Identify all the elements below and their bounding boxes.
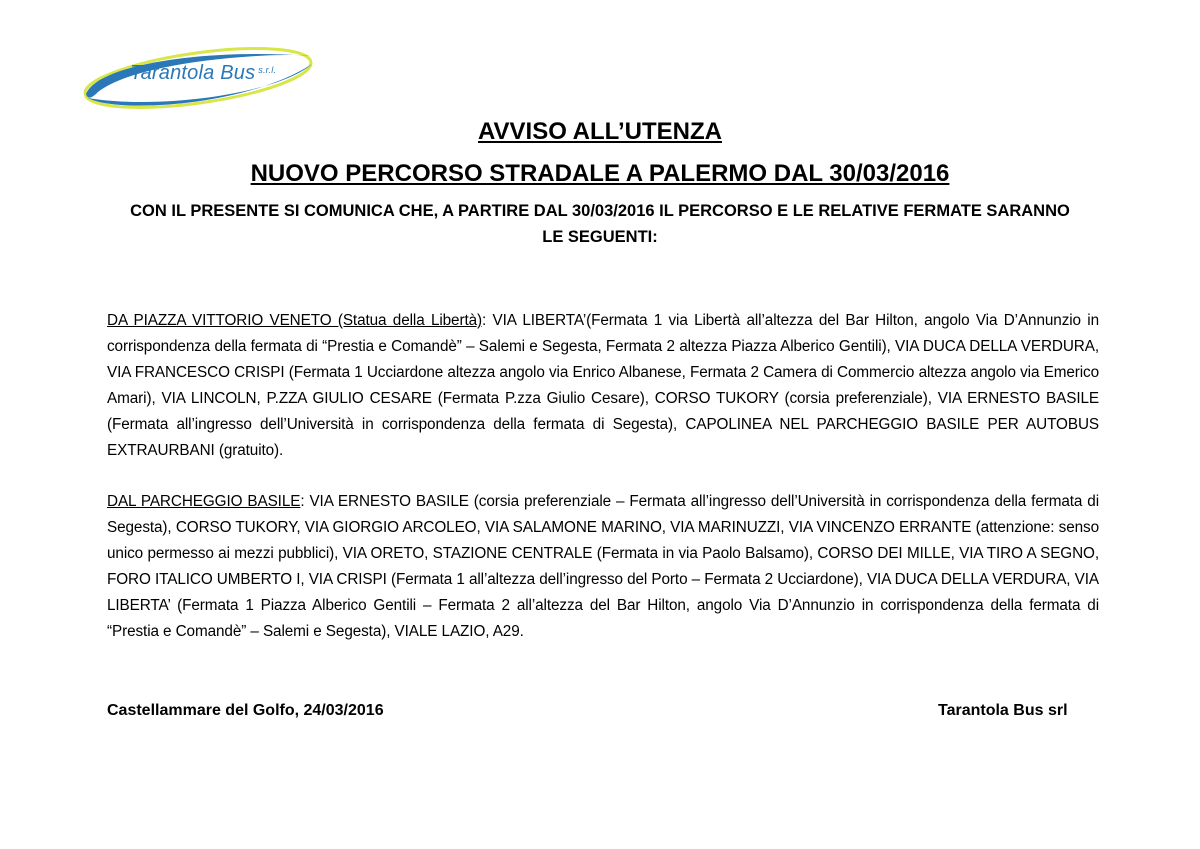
logo-suffix: s.r.l. (258, 65, 277, 75)
signature: Tarantola Bus srl (938, 702, 1068, 719)
place-and-date: Castellammare del Golfo, 24/03/2016 (107, 702, 384, 719)
notice-subtitle: NUOVO PERCORSO STRADALE A PALERMO DAL 30/03/2016 (250, 160, 950, 187)
route-origin-label: DAL PARCHEGGIO BASILE (107, 493, 301, 510)
route-paragraph-return (107, 489, 1099, 645)
notice-intro: CON IL PRESENTE SI COMUNICA CHE, A PARTIRE DAL 30/03/2016 IL PERCORSO E LE RELATIVE FERMATE SARANNO LE SEGUENTI: (130, 202, 1070, 246)
notice-title: AVVISO ALL’UTENZA (477, 118, 722, 145)
logo-wordmark (130, 62, 276, 85)
route-description: : VIA ERNESTO BASILE (corsia preferenziale – Fermata all’ingresso dell’Università in corrispondenza della fermata di Segesta), CORSO TUKORY, VIA GIORGIO ARCOLEO, VIA SALAMONE MARINO, VIA MARINUZZI, VIA VINCENZO ERRANTE (attenzione: senso unico permesso ai mezzi pubblici), VIA ORETO, STAZIONE CENTRALE (Fermata in via Paolo Balsamo), CORSO DEI MILLE, VIA TIRO A SEGNO, FORO ITALICO UMBERTO I, VIA CRISPI (Fermata 1 all’altezza dell’ingresso del Porto – Fermata 2 Ucciardone), VIA DUCA DELLA VERDURA, VIA LIBERTA’ (Fermata 1 Piazza Alberico Gentili – Fermata 2 all’altezza del Bar Hilton, angolo Via D’Annunzio in corrispondenza della fermata di “Prestia e Comandè” – Salemi e Segesta), VIALE LAZIO, A29. (107, 493, 1100, 640)
route-origin-label: DA PIAZZA VITTORIO VENETO (Statua della Libertà) (107, 312, 483, 329)
company-logo (78, 42, 318, 114)
logo-name: Tarantola Bus (130, 62, 256, 84)
route-paragraph-outbound (107, 308, 1099, 464)
route-description: : VIA LIBERTA’(Fermata 1 via Libertà all’altezza del Bar Hilton, angolo Via D’Annunzio in corrispondenza della fermata di “Prestia e Comandè” – Salemi e Segesta, Fermata 2 altezza Piazza Alberico Gentili), VIA DUCA DELLA VERDURA, VIA FRANCESCO CRISPI (Fermata 1 Ucciardone altezza angolo via Enrico Albanese, Fermata 2 Camera di Commercio altezza angolo via Emerico Amari), VIA LINCOLN, P.ZZA GIULIO CESARE (Fermata P.zza Giulio Cesare), CORSO TUKORY (corsia preferenziale), VIA ERNESTO BASILE (Fermata all’ingresso dell’Università in corrispondenza della fermata di Segesta), CAPOLINEA NEL PARCHEGGIO BASILE PER AUTOBUS EXTRAURBANI (gratuito). (107, 312, 1099, 459)
